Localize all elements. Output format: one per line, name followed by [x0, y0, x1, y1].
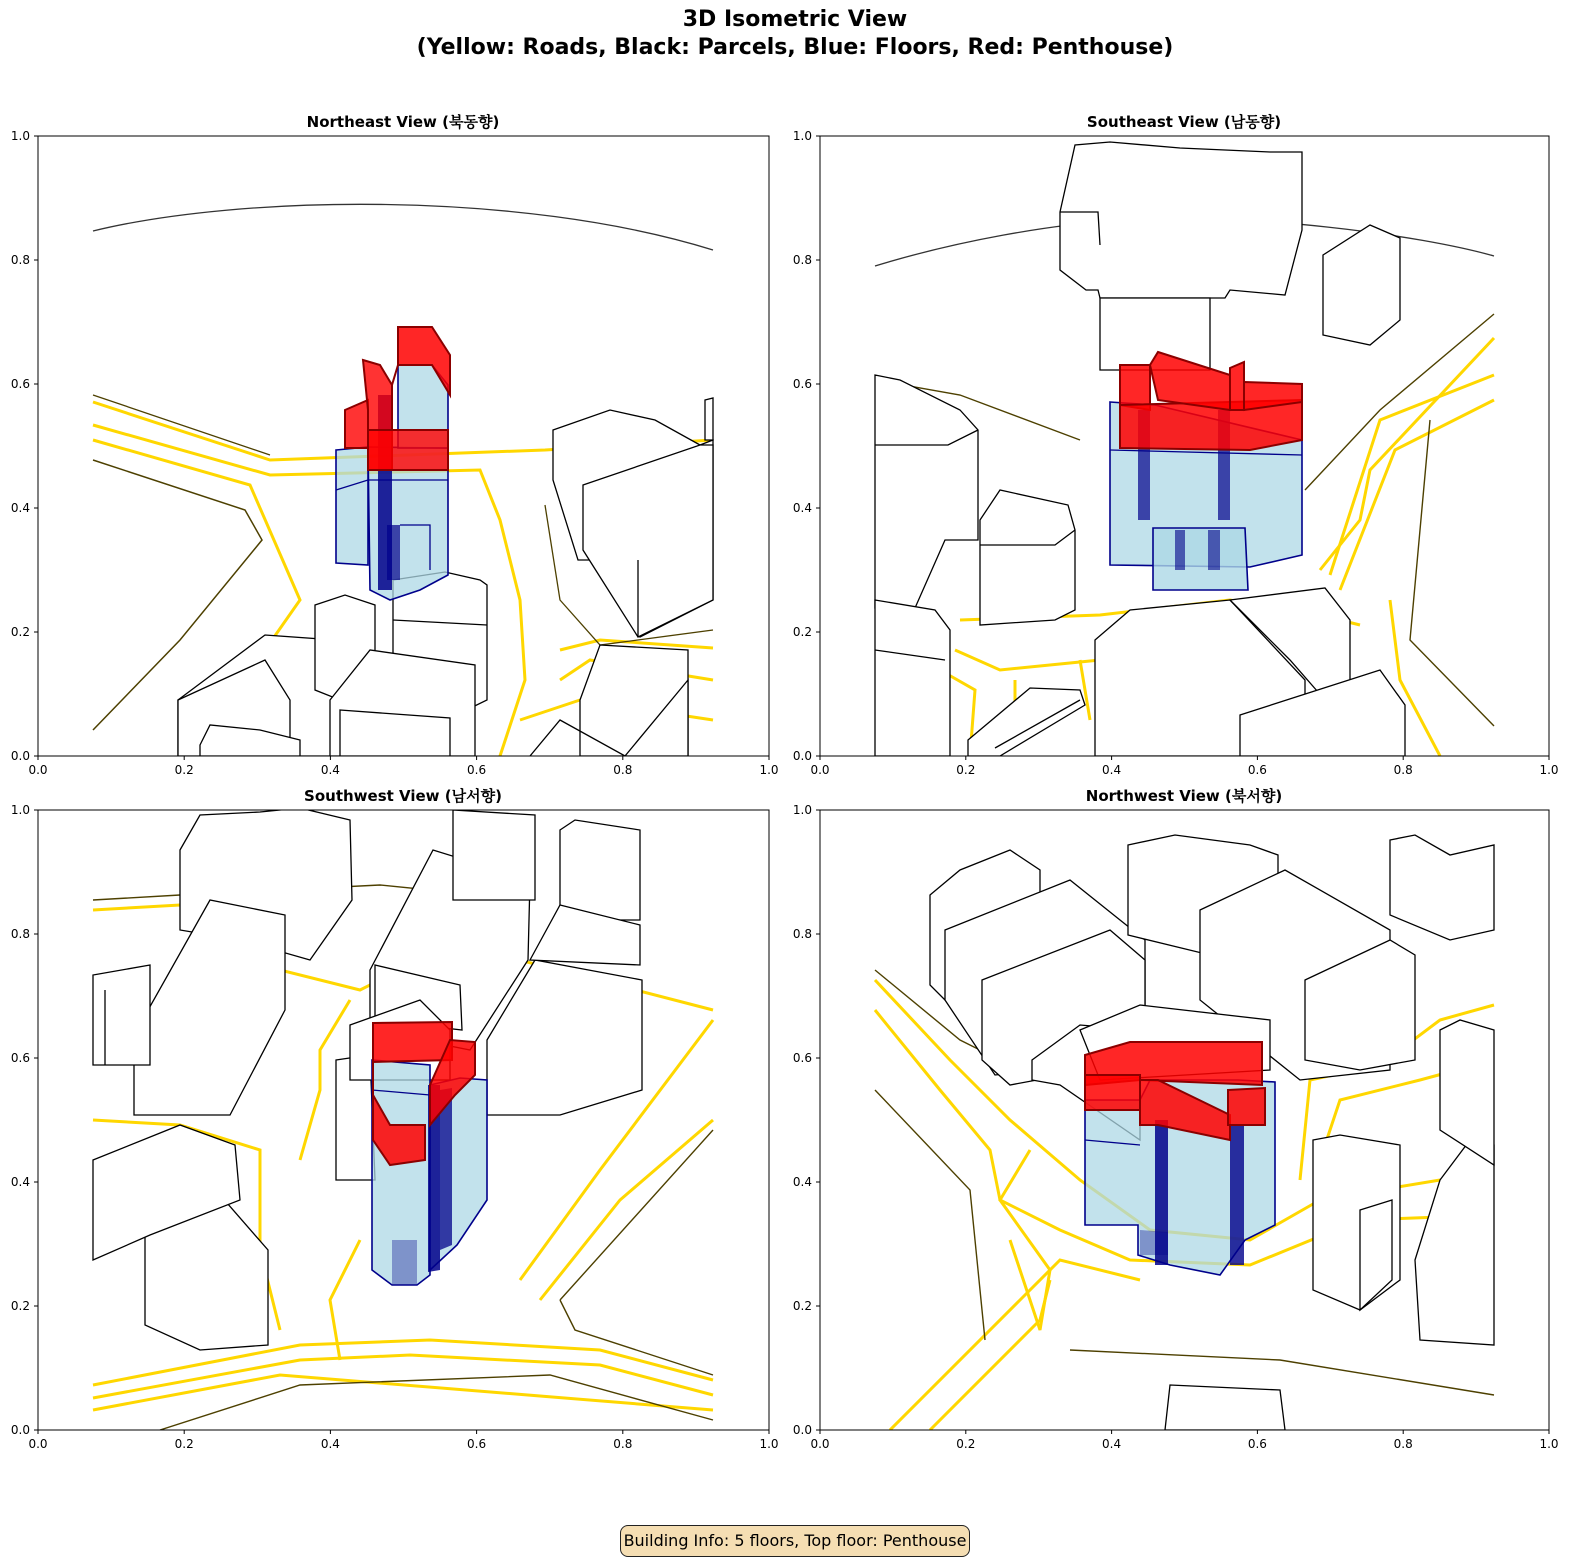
- panel-northeast: [38, 113, 769, 756]
- road: [1320, 338, 1494, 570]
- y-tick-label: 0.8: [10, 927, 30, 941]
- y-tick-label: 1.0: [792, 803, 812, 817]
- x-tick-label: 0.6: [467, 763, 487, 777]
- y-tick-label: 0.0: [10, 1423, 30, 1437]
- y-tick-label: 0.6: [10, 1051, 30, 1065]
- parcel-buildings: [93, 808, 642, 1350]
- x-tick-label: 1.0: [759, 1437, 779, 1451]
- panel-southwest: [38, 787, 769, 1430]
- road: [93, 1340, 713, 1385]
- panel-southeast: [820, 113, 1549, 756]
- x-tick-label: 0.4: [1102, 1437, 1122, 1451]
- y-tick-label: 0.2: [792, 625, 812, 639]
- figure-subtitle: (Yellow: Roads, Black: Parcels, Blue: Floors, Red: Penthouse): [416, 35, 1174, 60]
- scene-southwest: [93, 808, 713, 1430]
- y-tick-label: 0.2: [10, 1299, 30, 1313]
- x-tick-label: 1.0: [1539, 763, 1559, 777]
- y-tick-label: 1.0: [10, 803, 30, 817]
- y-tick-label: 0.8: [792, 253, 812, 267]
- x-tick-label: 0.8: [613, 1437, 633, 1451]
- panel-title: Northeast View (북동향): [306, 113, 500, 131]
- y-tick-label: 0.4: [10, 501, 30, 515]
- x-tick-label: 0.2: [174, 763, 194, 777]
- panel-title: Southeast View (남동향): [1086, 113, 1282, 131]
- x-tick-label: 0.0: [28, 763, 48, 777]
- y-tick-label: 0.8: [10, 253, 30, 267]
- y-tick-label: 0.6: [10, 377, 30, 391]
- panel-title: Northwest View (북서향): [1085, 787, 1283, 805]
- x-tick-label: 1.0: [759, 763, 779, 777]
- y-tick-label: 0.4: [792, 1175, 812, 1189]
- x-tick-label: 0.6: [467, 1437, 487, 1451]
- y-tick-label: 0.4: [10, 1175, 30, 1189]
- y-tick-label: 0.6: [792, 377, 812, 391]
- x-tick-label: 0.2: [956, 763, 976, 777]
- x-tick-label: 0.6: [1247, 1437, 1267, 1451]
- y-tick-label: 1.0: [792, 129, 812, 143]
- scene-northwest: [875, 835, 1494, 1430]
- panel-northwest: [820, 787, 1549, 1430]
- x-tick-label: 0.0: [28, 1437, 48, 1451]
- x-tick-label: 1.0: [1539, 1437, 1559, 1451]
- penthouse: [1120, 352, 1302, 450]
- x-tick-label: 0.8: [1393, 763, 1413, 777]
- y-tick-label: 0.6: [792, 1051, 812, 1065]
- x-tick-label: 0.4: [320, 763, 340, 777]
- y-tick-label: 0.0: [10, 749, 30, 763]
- y-tick-label: 0.4: [792, 501, 812, 515]
- road: [540, 1120, 713, 1300]
- road: [1330, 375, 1494, 575]
- x-tick-label: 0.2: [174, 1437, 194, 1451]
- parcel-outline: [93, 204, 713, 250]
- y-tick-label: 0.0: [792, 749, 812, 763]
- x-tick-label: 0.4: [1102, 763, 1122, 777]
- road: [1000, 1150, 1050, 1330]
- x-tick-label: 0.6: [1247, 763, 1267, 777]
- x-tick-label: 0.8: [1393, 1437, 1413, 1451]
- x-tick-label: 0.2: [956, 1437, 976, 1451]
- x-tick-label: 0.0: [810, 763, 830, 777]
- scene-northeast: [93, 204, 713, 756]
- figure-title: 3D Isometric View: [682, 7, 908, 32]
- panel-title: Southwest View (남서향): [304, 787, 502, 805]
- y-tick-label: 1.0: [10, 129, 30, 143]
- x-tick-label: 0.0: [810, 1437, 830, 1451]
- scene-southeast: [875, 142, 1494, 756]
- y-tick-label: 0.2: [792, 1299, 812, 1313]
- y-tick-label: 0.8: [792, 927, 812, 941]
- x-tick-label: 0.8: [613, 763, 633, 777]
- building-info-box: Building Info: 5 floors, Top floor: Penthouse: [620, 1525, 970, 1557]
- y-tick-label: 0.2: [10, 625, 30, 639]
- y-tick-label: 0.0: [792, 1423, 812, 1437]
- x-tick-label: 0.4: [320, 1437, 340, 1451]
